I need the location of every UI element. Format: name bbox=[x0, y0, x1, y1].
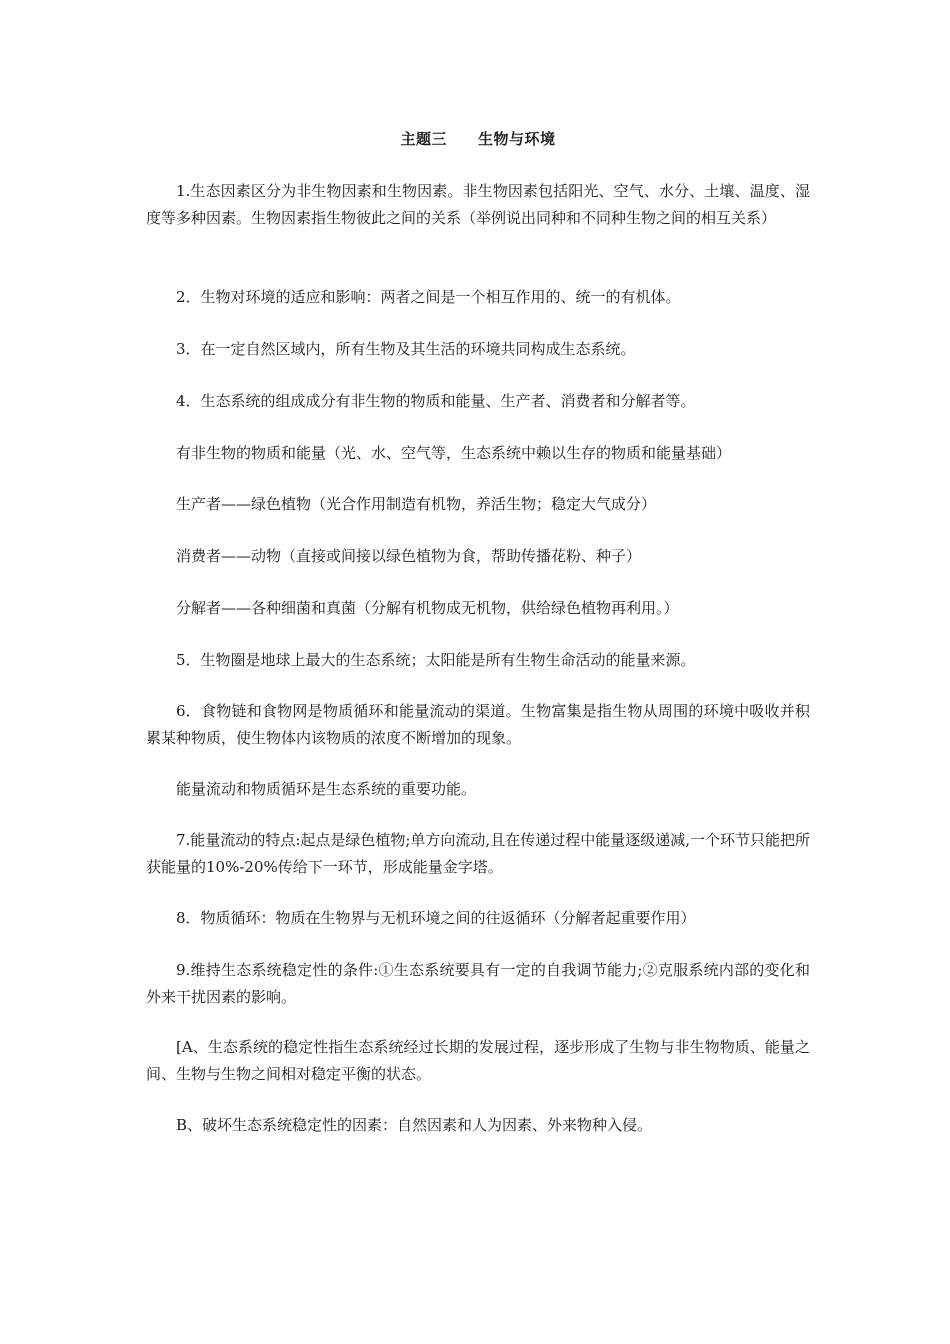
paragraph-3: 3．在一定自然区域内，所有生物及其生活的环境共同构成生态系统。 bbox=[176, 340, 636, 358]
paragraph-4: 4．生态系统的组成成分有非生物的物质和能量、生产者、消费者和分解者等。 bbox=[176, 392, 696, 410]
paragraph-functions: 能量流动和物质循环是生态系统的重要功能。 bbox=[176, 780, 477, 798]
paragraph-consumers: 消费者——动物（直接或间接以绿色植物为食，帮助传播花粉、种子） bbox=[176, 547, 642, 565]
paragraph-stability-b: B、破坏生态系统稳定性的因素：自然因素和人为因素、外来物种入侵。 bbox=[176, 1116, 653, 1134]
document-title: 主题三 生物与环境 bbox=[400, 130, 556, 148]
paragraph-6: 6．食物链和食物网是物质循环和能量流动的渠道。生物富集是指生物从周围的环境中吸收并积累某种物质，使生物体内该物质的浓度不断增加的现象。 bbox=[146, 702, 810, 747]
paragraph-9: 9.维持生态系统稳定性的条件:①生态系统要具有一定的自我调节能力;②克服系统内部的变化和外来干扰因素的影响。 bbox=[146, 961, 810, 1006]
paragraph-5: 5．生物圈是地球上最大的生态系统；太阳能是所有生物生命活动的能量来源。 bbox=[176, 651, 696, 669]
paragraph-8: 8．物质循环：物质在生物界与无机环境之间的往返循环（分解者起重要作用） bbox=[176, 909, 696, 927]
paragraph-producers: 生产者——绿色植物（光合作用制造有机物，养活生物；稳定大气成分） bbox=[176, 495, 657, 513]
paragraph-stability-a: [A、生态系统的稳定性指生态系统经过长期的发展过程，逐步形成了生物与非生物物质、能量之间、生物与生物之间相对稳定平衡的状态。 bbox=[146, 1038, 810, 1083]
paragraph-1: 1.生态因素区分为非生物因素和生物因素。非生物因素包括阳光、空气、水分、土壤、温度、湿度等多种因素。生物因素指生物彼此之间的关系（举例说出同种和不同种生物之间的相互关系） bbox=[146, 182, 810, 227]
paragraph-abiotic: 有非生物的物质和能量（光、水、空气等，生态系统中赖以生存的物质和能量基础） bbox=[176, 444, 732, 462]
paragraph-decomposers: 分解者——各种细菌和真菌（分解有机物成无机物，供给绿色植物再利用。） bbox=[176, 599, 679, 617]
paragraph-2: 2．生物对环境的适应和影响：两者之间是一个相互作用的、统一的有机体。 bbox=[176, 288, 681, 306]
paragraph-7: 7.能量流动的特点:起点是绿色植物;单方向流动,且在传递过程中能量逐级递减,一个环节只能把所获能量的10%-20%传给下一环节，形成能量金字塔。 bbox=[146, 831, 810, 876]
